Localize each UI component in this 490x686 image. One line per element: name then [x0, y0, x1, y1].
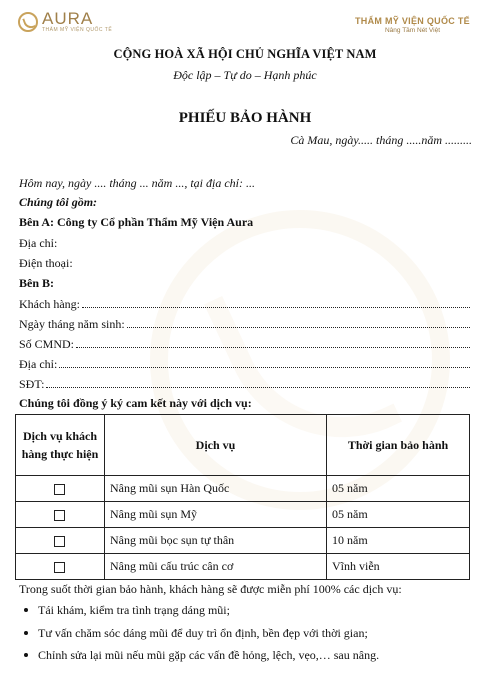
warranty-note: Trong suốt thời gian bảo hành, khách hàng sẽ được miễn phí 100% các dịch vụ: [19, 582, 402, 596]
logo-subtitle: THẨM MỸ VIỆN QUỐC TẾ [42, 27, 113, 33]
list-item: Tái khám, kiểm tra tình trạng dáng mũi; [38, 603, 472, 626]
we-are-heading: Chúng tôi gồm: [19, 195, 98, 209]
checkbox-icon[interactable] [54, 562, 65, 573]
col-header-service: Dịch vụ [105, 415, 327, 476]
aura-logo-icon [18, 12, 38, 32]
aura-logo [18, 10, 112, 33]
party-a-label: Bên A: Công ty Cổ phần Thẩm Mỹ Viện Aura [19, 215, 254, 229]
party-b-address-label: Địa chỉ: [19, 357, 58, 371]
table-row [16, 528, 470, 554]
list-item: Chỉnh sửa lại mũi nếu mũi gặp các vấn đề hỏng, lệch, vẹo,… sau nâng. [38, 648, 472, 671]
party-b-label: Bên B: [19, 276, 55, 290]
customer-label: Khách hàng: [19, 297, 80, 311]
service-checkbox-cell[interactable] [16, 502, 105, 528]
party-b-address-field [19, 357, 470, 372]
id-label: Số CMND: [19, 337, 75, 351]
benefits-list [38, 603, 472, 671]
col-header-selected: Dịch vụ khách hàng thực hiện [16, 415, 105, 476]
place-date: Cà Mau, ngày..... tháng .....năm ......... [290, 133, 472, 147]
service-checkbox-cell[interactable] [16, 528, 105, 554]
checkbox-icon[interactable] [54, 510, 65, 521]
logo-word: AURA [42, 9, 94, 28]
warranty-period: 10 năm [327, 528, 470, 554]
service-name: Nâng mũi cấu trúc cân cơ [105, 554, 327, 580]
national-motto: Độc lập – Tự do – Hạnh phúc [173, 68, 317, 82]
table-row [16, 502, 470, 528]
warranty-period: 05 năm [327, 502, 470, 528]
dob-field [19, 317, 470, 332]
checkbox-icon[interactable] [54, 484, 65, 495]
agreement-heading: Chúng tôi đồng ý ký cam kết này với dịch vụ: [19, 396, 252, 410]
col-header-warranty: Thời gian bảo hành [327, 415, 470, 476]
brand-block [355, 16, 470, 34]
national-title: CỘNG HOÀ XÃ HỘI CHỦ NGHĨA VIỆT NAM [113, 47, 377, 61]
party-b-phone-label: SĐT: [19, 377, 45, 391]
table-row [16, 476, 470, 502]
services-table [15, 414, 470, 580]
id-field [19, 337, 470, 352]
service-checkbox-cell[interactable] [16, 476, 105, 502]
table-row [16, 554, 470, 580]
warranty-period: 05 năm [327, 476, 470, 502]
party-b-phone-field [19, 377, 470, 392]
list-item: Tư vấn chăm sóc dáng mũi để duy trì ổn định, bền đẹp với thời gian; [38, 626, 472, 649]
intro-line: Hôm nay, ngày .... tháng ... năm ..., tại địa chỉ: ... [19, 176, 255, 190]
party-a-phone: Điện thoại: [19, 256, 73, 270]
document-title: PHIẾU BẢO HÀNH [178, 110, 312, 126]
customer-field [19, 297, 470, 312]
party-a-address: Địa chỉ: [19, 236, 58, 250]
brand-tagline: Nâng Tầm Nét Việt [384, 27, 441, 34]
warranty-period: Vĩnh viễn [327, 554, 470, 580]
brand-title: THẨM MỸ VIỆN QUỐC TẾ [354, 16, 470, 26]
checkbox-icon[interactable] [54, 536, 65, 547]
service-name: Nâng mũi bọc sụn tự thân [105, 528, 327, 554]
service-name: Nâng mũi sụn Mỹ [105, 502, 327, 528]
service-checkbox-cell[interactable] [16, 554, 105, 580]
dob-label: Ngày tháng năm sinh: [19, 317, 125, 331]
service-name: Nâng mũi sụn Hàn Quốc [105, 476, 327, 502]
